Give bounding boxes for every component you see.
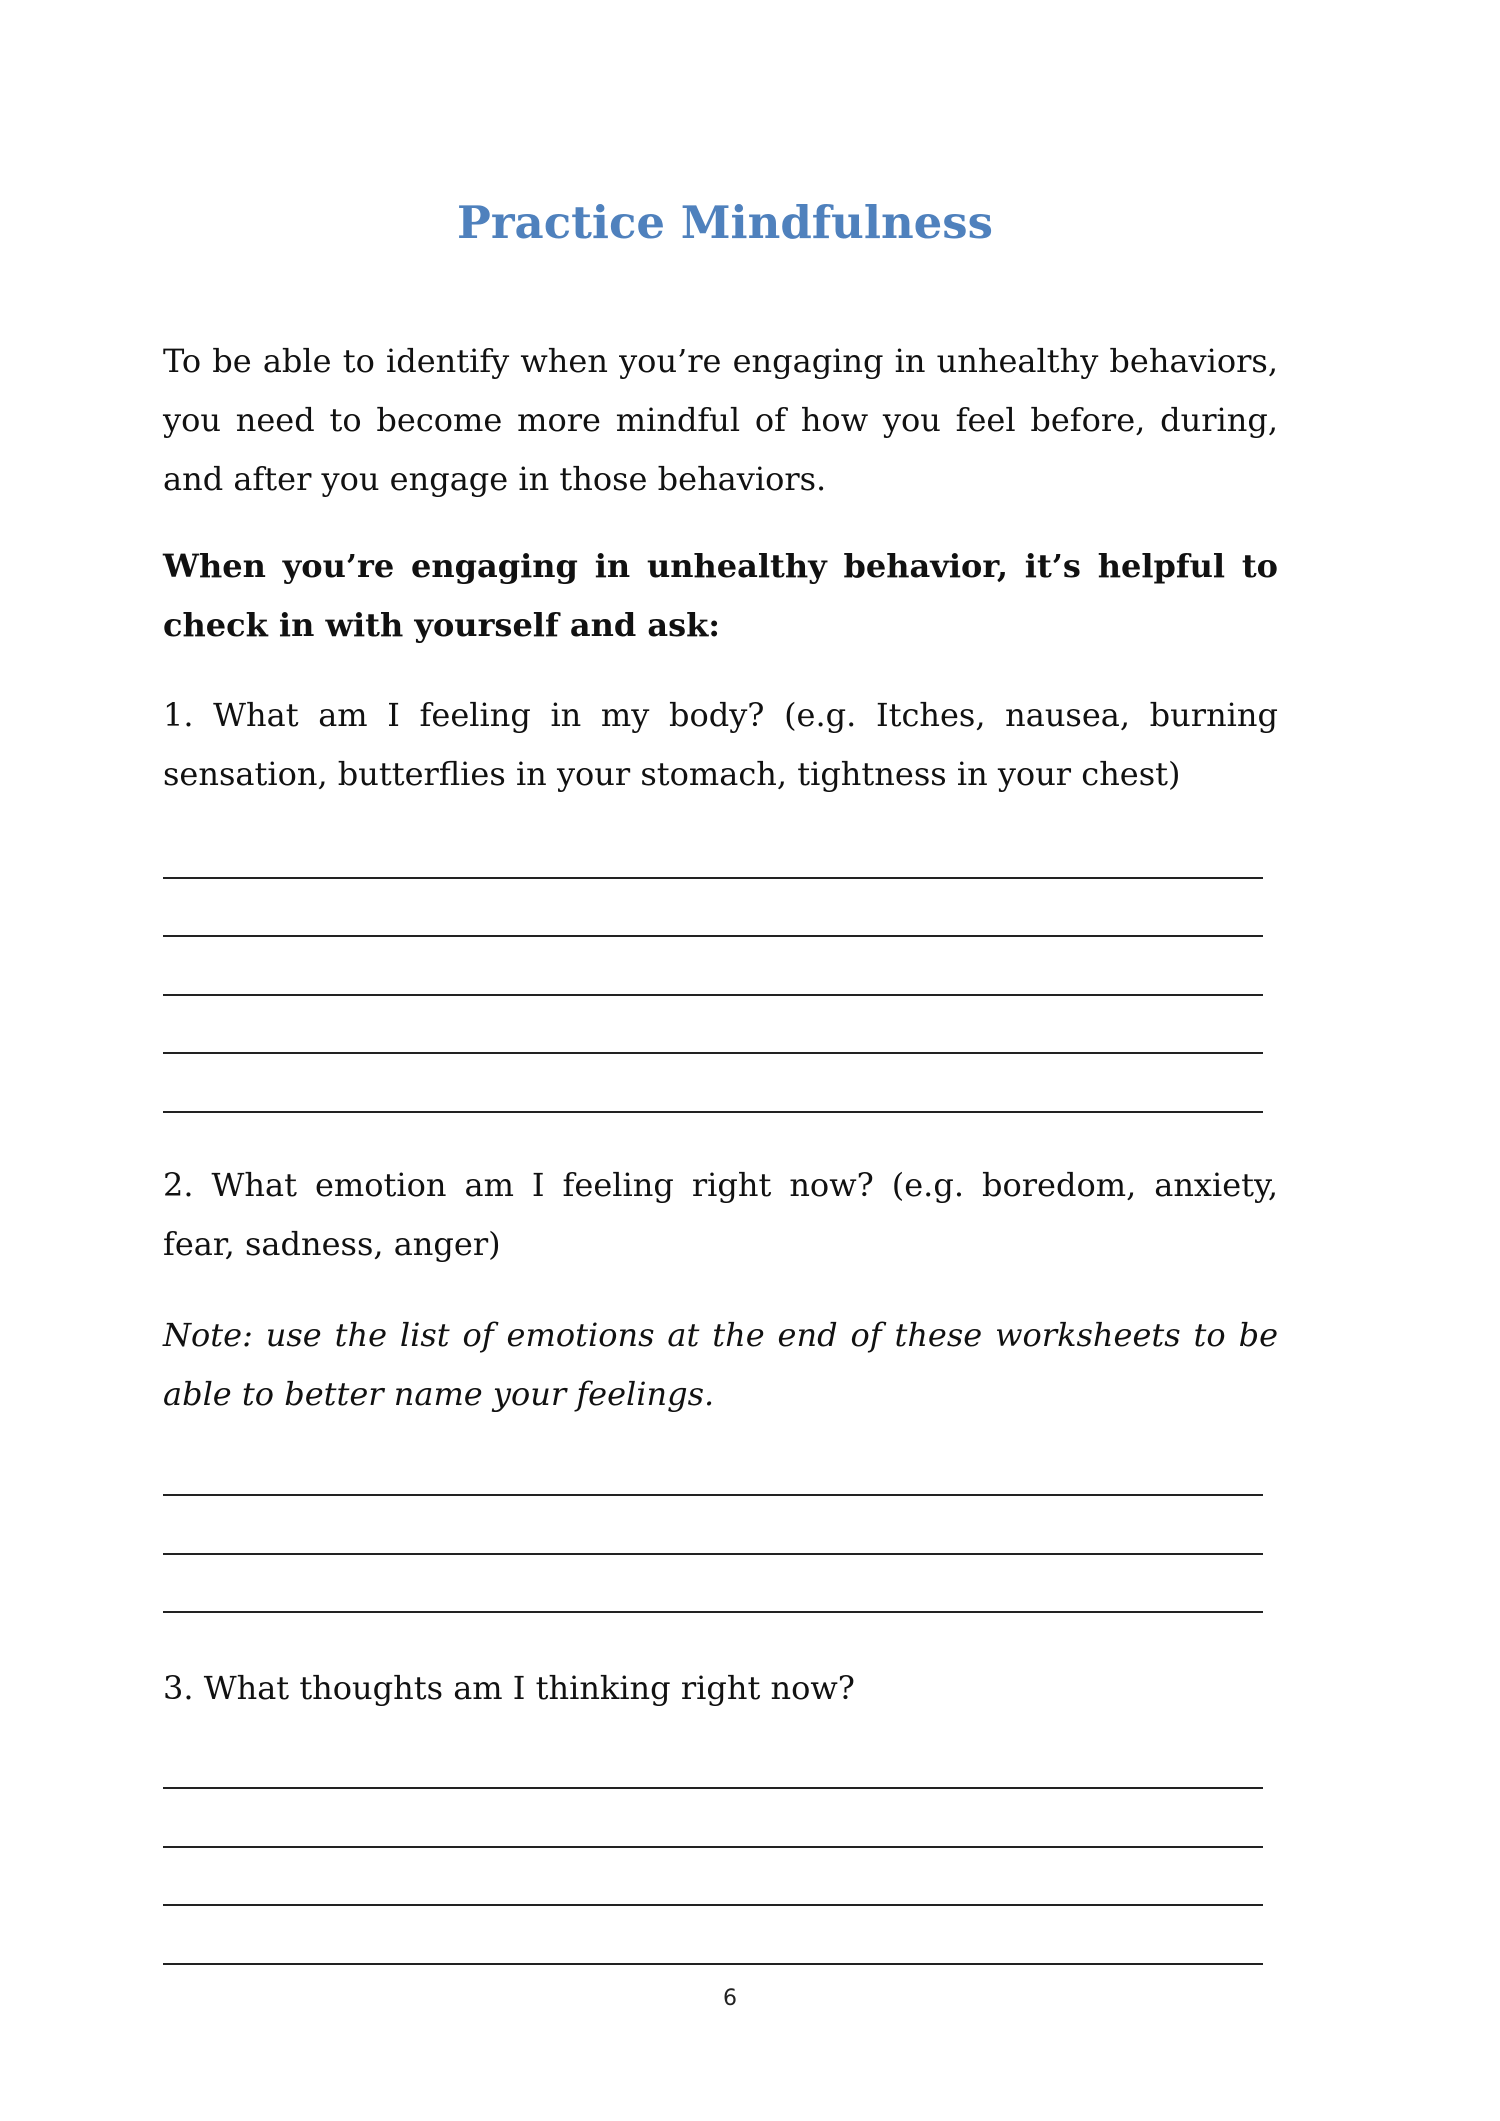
intro-paragraph: To be able to identify when you’re engaging in unhealthy behaviors, you need to become more mindful of how you feel before, during, and after you engage in those behaviors. [163,342,1278,498]
answer-line-q2 [163,1611,1263,1613]
page-title: Practice Mindfulness [457,196,993,249]
note-paragraph: Note: use the list of emotions at the end of these worksheets to be able to better name your feelings. [163,1316,1278,1413]
answer-line-q1 [163,1111,1263,1113]
prompt-paragraph: When you’re engaging in unhealthy behavior, it’s helpful to check in with yourself and ask: [163,547,1278,644]
answer-line-q3 [163,1846,1263,1848]
question-1: 1. What am I feeling in my body? (e.g. Itches, nausea, burning sensation, butterflies in your stomach, tightness in your chest) [163,696,1278,793]
page-number: 6 [723,1986,737,2011]
answer-line-q3 [163,1963,1263,1965]
answer-line-q2 [163,1494,1263,1496]
answer-line-q1 [163,935,1263,937]
answer-line-q3 [163,1787,1263,1789]
answer-line-q1 [163,1052,1263,1054]
question-3: 3. What thoughts am I thinking right now? [163,1669,855,1707]
answer-line-q3 [163,1904,1263,1906]
question-2: 2. What emotion am I feeling right now? (e.g. boredom, anxiety, fear, sadness, anger) [163,1166,1278,1263]
answer-line-q2 [163,1553,1263,1555]
answer-line-q1 [163,994,1263,996]
answer-line-q1 [163,877,1263,879]
